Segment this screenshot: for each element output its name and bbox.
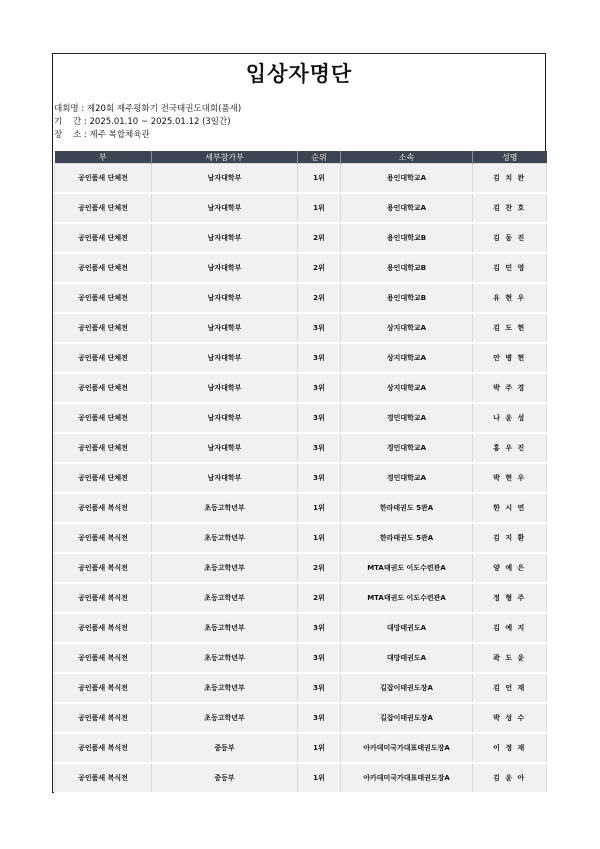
name-cell: 홍 우 진 xyxy=(473,433,547,463)
affiliation-cell: 경민대학교A xyxy=(341,463,473,493)
affiliation-cell: 대망태권도A xyxy=(341,613,473,643)
table-row xyxy=(55,643,547,673)
affiliation-cell: 용인대학교B xyxy=(341,223,473,253)
division-cell: 공인품새 복식전 xyxy=(55,703,152,733)
rank-cell: 1위 xyxy=(298,193,341,223)
name-cell: 안 병 현 xyxy=(473,343,547,373)
subdivision-cell: 남자대학부 xyxy=(152,283,298,313)
affiliation-cell: MTA태권도 이도수련관A xyxy=(341,583,473,613)
rank-cell: 2위 xyxy=(298,283,341,313)
table-body xyxy=(55,164,547,794)
table-row xyxy=(55,613,547,643)
rank-cell: 3위 xyxy=(298,403,341,433)
table-row xyxy=(55,223,547,253)
division-cell: 공인품새 단체전 xyxy=(55,164,152,194)
affiliation-cell: 경민대학교A xyxy=(341,433,473,463)
division-cell: 공인품새 단체전 xyxy=(55,343,152,373)
table-row xyxy=(55,403,547,433)
subdivision-cell: 남자대학부 xyxy=(152,463,298,493)
division-cell: 공인품새 복식전 xyxy=(55,643,152,673)
affiliation-cell: 대망태권도A xyxy=(341,643,473,673)
affiliation-cell: 한라태권도 5관A xyxy=(341,523,473,553)
affiliation-cell: 아카데미국가대표태권도장A xyxy=(341,763,473,793)
affiliation-cell: 용인대학교A xyxy=(341,193,473,223)
subdivision-cell: 초등고학년부 xyxy=(152,523,298,553)
results-sheet xyxy=(52,53,546,793)
affiliation-cell: 상지대학교A xyxy=(341,313,473,343)
division-cell: 공인품새 복식전 xyxy=(55,733,152,763)
header-name: 성명 xyxy=(473,151,547,164)
name-cell: 이 정 재 xyxy=(473,733,547,763)
name-cell: 곽 도 윤 xyxy=(473,643,547,673)
division-cell: 공인품새 복식전 xyxy=(55,553,152,583)
table-row xyxy=(55,703,547,733)
rank-cell: 3위 xyxy=(298,463,341,493)
table-row xyxy=(55,523,547,553)
division-cell: 공인품새 단체전 xyxy=(55,433,152,463)
name-cell: 정 형 주 xyxy=(473,583,547,613)
name-cell: 김 도 현 xyxy=(473,313,547,343)
name-cell: 김 예 지 xyxy=(473,613,547,643)
event-venue-value: 제주 복합체육관 xyxy=(89,130,150,140)
division-cell: 공인품새 단체전 xyxy=(55,193,152,223)
division-cell: 공인품새 단체전 xyxy=(55,403,152,433)
event-period-value: 2025.01.10 ~ 2025.01.12 (3일간) xyxy=(89,117,231,127)
name-cell: 김 언 재 xyxy=(473,673,547,703)
rank-cell: 3위 xyxy=(298,673,341,703)
name-cell: 박 주 경 xyxy=(473,373,547,403)
subdivision-cell: 중등부 xyxy=(152,763,298,793)
subdivision-cell: 초등고학년부 xyxy=(152,643,298,673)
subdivision-cell: 초등고학년부 xyxy=(152,703,298,733)
division-cell: 공인품새 복식전 xyxy=(55,763,152,793)
affiliation-cell: 아카데미국가대표태권도장A xyxy=(341,733,473,763)
division-cell: 공인품새 복식전 xyxy=(55,523,152,553)
table-row xyxy=(55,673,547,703)
name-cell: 유 현 우 xyxy=(473,283,547,313)
name-cell: 김 동 진 xyxy=(473,223,547,253)
table-row xyxy=(55,343,547,373)
table-row xyxy=(55,763,547,793)
affiliation-cell: 용인대학교B xyxy=(341,283,473,313)
rank-cell: 2위 xyxy=(298,253,341,283)
subdivision-cell: 남자대학부 xyxy=(152,193,298,223)
event-name-line xyxy=(54,103,241,116)
table-row xyxy=(55,253,547,283)
division-cell: 공인품새 단체전 xyxy=(55,373,152,403)
division-cell: 공인품새 단체전 xyxy=(55,283,152,313)
affiliation-cell: 경민대학교A xyxy=(341,403,473,433)
table-row xyxy=(55,313,547,343)
header-division: 부 xyxy=(55,151,152,164)
subdivision-cell: 남자대학부 xyxy=(152,253,298,283)
division-cell: 공인품새 단체전 xyxy=(55,253,152,283)
name-cell: 한 시 연 xyxy=(473,493,547,523)
division-cell: 공인품새 단체전 xyxy=(55,223,152,253)
name-cell: 박 성 수 xyxy=(473,703,547,733)
subdivision-cell: 남자대학부 xyxy=(152,223,298,253)
rank-cell: 1위 xyxy=(298,493,341,523)
rank-cell: 3위 xyxy=(298,703,341,733)
rank-cell: 3위 xyxy=(298,433,341,463)
rank-cell: 2위 xyxy=(298,223,341,253)
name-cell: 나 윤 성 xyxy=(473,403,547,433)
rank-cell: 2위 xyxy=(298,583,341,613)
rank-cell: 1위 xyxy=(298,763,341,793)
affiliation-cell: MTA태권도 이도수련관A xyxy=(341,553,473,583)
event-name-value: 제20회 제주평화기 전국태권도대회(품새) xyxy=(86,104,242,114)
affiliation-cell: 상지대학교A xyxy=(341,373,473,403)
table-row xyxy=(55,553,547,583)
subdivision-cell: 초등고학년부 xyxy=(152,613,298,643)
division-cell: 공인품새 단체전 xyxy=(55,463,152,493)
rank-cell: 3위 xyxy=(298,613,341,643)
division-cell: 공인품새 복식전 xyxy=(55,673,152,703)
event-period-line xyxy=(54,116,231,129)
affiliation-cell: 용인대학교B xyxy=(341,253,473,283)
subdivision-cell: 남자대학부 xyxy=(152,164,298,194)
name-cell: 김 찬 호 xyxy=(473,193,547,223)
affiliation-cell: 상지대학교A xyxy=(341,343,473,373)
subdivision-cell: 남자대학부 xyxy=(152,433,298,463)
header-rank: 순위 xyxy=(298,151,341,164)
table-row xyxy=(55,193,547,223)
rank-cell: 3위 xyxy=(298,343,341,373)
subdivision-cell: 초등고학년부 xyxy=(152,583,298,613)
subdivision-cell: 초등고학년부 xyxy=(152,673,298,703)
table-row xyxy=(55,733,547,763)
division-cell: 공인품새 복식전 xyxy=(55,583,152,613)
table-header-row xyxy=(55,151,547,164)
rank-cell: 2위 xyxy=(298,553,341,583)
affiliation-cell: 용인대학교A xyxy=(341,164,473,194)
name-cell: 김 치 완 xyxy=(473,164,547,194)
event-period-label: 기 간 : xyxy=(54,117,90,127)
rank-cell: 1위 xyxy=(298,733,341,763)
rank-cell: 1위 xyxy=(298,523,341,553)
subdivision-cell: 남자대학부 xyxy=(152,373,298,403)
header-subdivision: 세부참가부 xyxy=(152,151,298,164)
subdivision-cell: 남자대학부 xyxy=(152,343,298,373)
table-row xyxy=(55,164,547,194)
rank-cell: 3위 xyxy=(298,643,341,673)
affiliation-cell: 길잡이태권도장A xyxy=(341,703,473,733)
header-affiliation: 소속 xyxy=(341,151,473,164)
subdivision-cell: 남자대학부 xyxy=(152,313,298,343)
affiliation-cell: 한라태권도 5관A xyxy=(341,493,473,523)
table-row xyxy=(55,373,547,403)
table-row xyxy=(55,433,547,463)
table-row xyxy=(55,493,547,523)
event-venue-line xyxy=(54,129,150,142)
name-cell: 박 현 우 xyxy=(473,463,547,493)
affiliation-cell: 길잡이태권도장A xyxy=(341,673,473,703)
event-venue-label: 장 소 : xyxy=(54,130,90,140)
subdivision-cell: 초등고학년부 xyxy=(152,493,298,523)
name-cell: 김 지 환 xyxy=(473,523,547,553)
subdivision-cell: 중등부 xyxy=(152,733,298,763)
name-cell: 김 윤 아 xyxy=(473,763,547,793)
page-title: 입상자명단 xyxy=(245,62,353,86)
table-row xyxy=(55,583,547,613)
event-name-label: 대회명 : xyxy=(54,104,87,114)
division-cell: 공인품새 단체전 xyxy=(55,313,152,343)
name-cell: 양 예 은 xyxy=(473,553,547,583)
table-row xyxy=(55,463,547,493)
subdivision-cell: 남자대학부 xyxy=(152,403,298,433)
table-row xyxy=(55,283,547,313)
subdivision-cell: 초등고학년부 xyxy=(152,553,298,583)
division-cell: 공인품새 복식전 xyxy=(55,493,152,523)
division-cell: 공인품새 복식전 xyxy=(55,613,152,643)
rank-cell: 3위 xyxy=(298,313,341,343)
results-table xyxy=(54,151,547,794)
rank-cell: 3위 xyxy=(298,373,341,403)
rank-cell: 1위 xyxy=(298,164,341,194)
name-cell: 김 민 영 xyxy=(473,253,547,283)
